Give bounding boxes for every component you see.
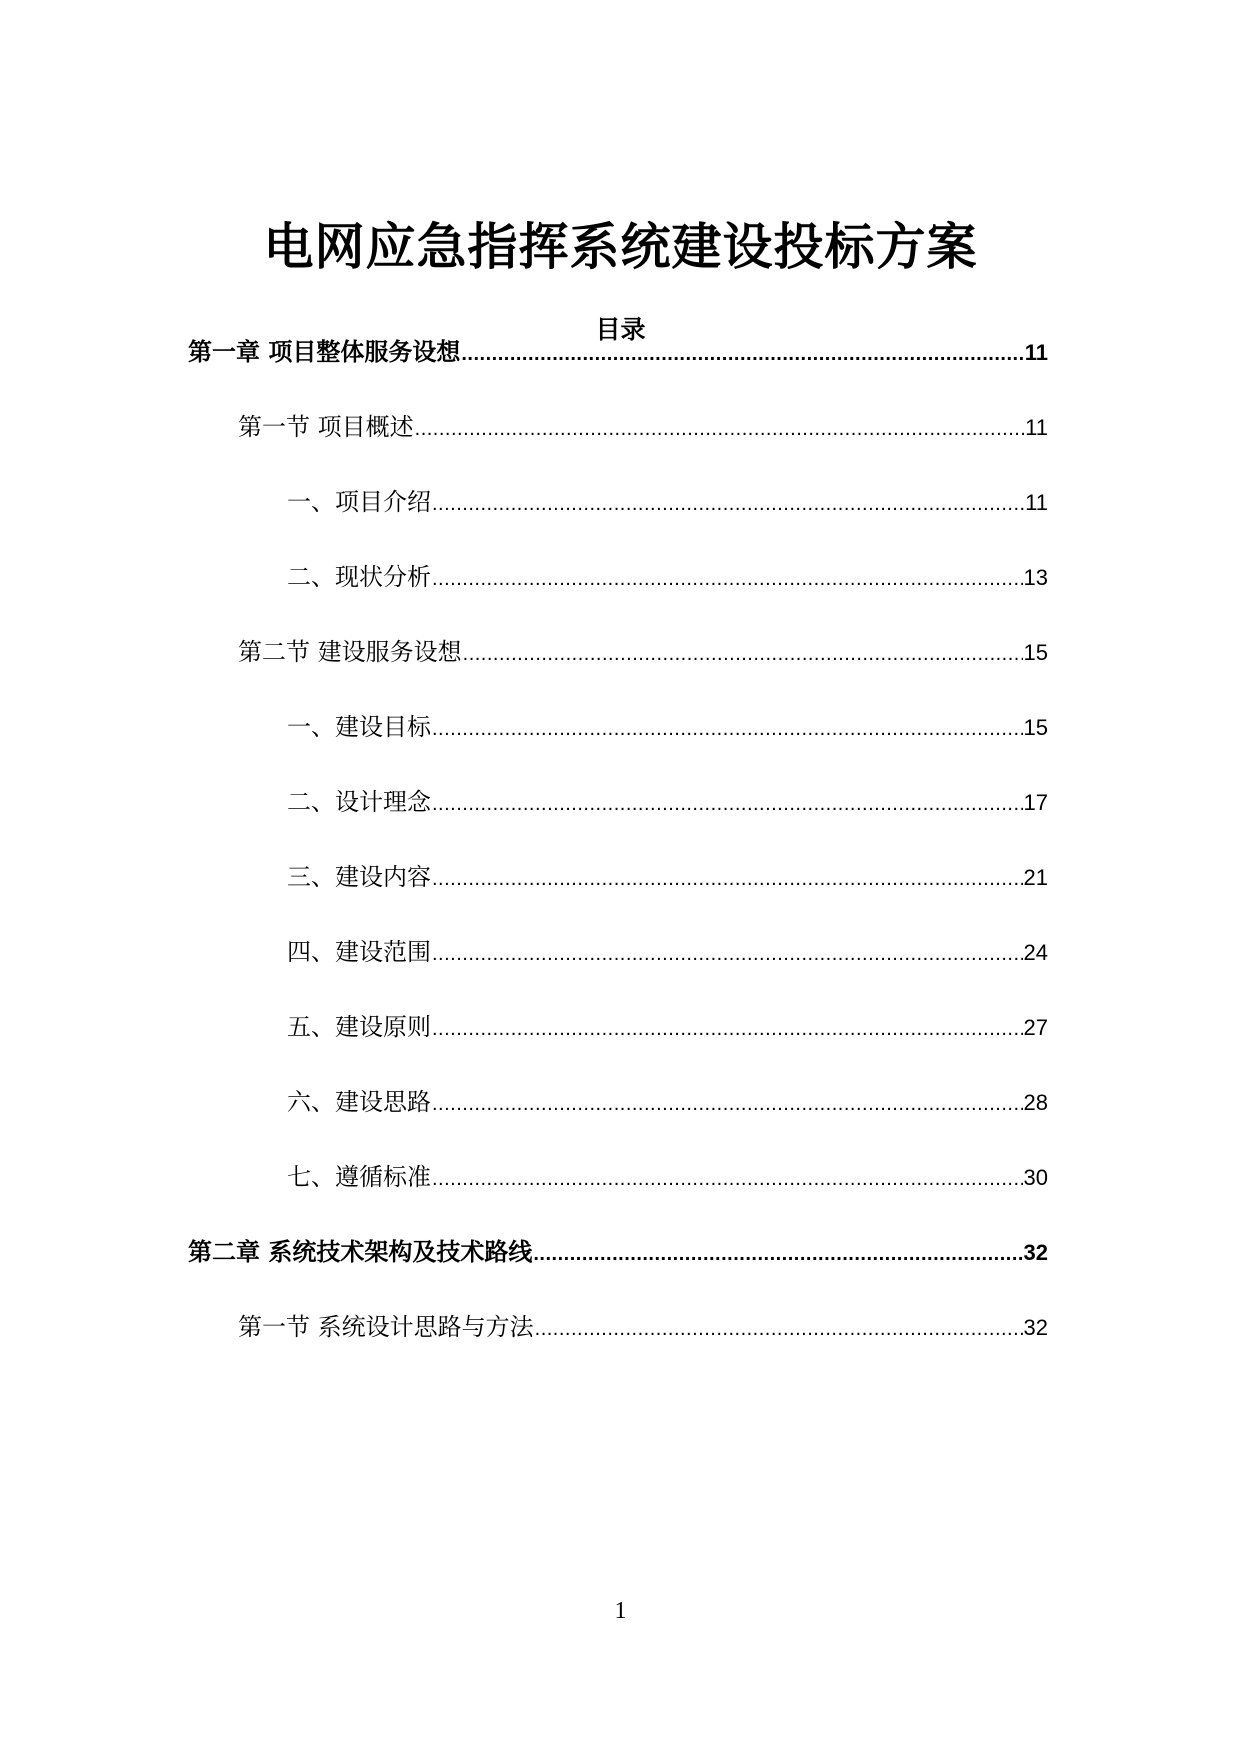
- toc-entry-subsection[interactable]: [287, 784, 1048, 820]
- toc-entry-subsection[interactable]: [287, 1159, 1048, 1195]
- toc-entry-chapter-2[interactable]: [188, 1234, 1048, 1270]
- toc-entry-label: 六、建设思路: [287, 1088, 431, 1116]
- toc-dot-leader: [432, 486, 1024, 522]
- toc-entry-page: 13: [1023, 565, 1048, 590]
- document-title: 电网应急指挥系统建设投标方案: [263, 217, 978, 276]
- toc-entry-section[interactable]: [238, 409, 1048, 445]
- toc-entry-page: 21: [1023, 865, 1048, 890]
- toc-dot-leader: [535, 1311, 1023, 1347]
- toc-entry-section[interactable]: [238, 1309, 1048, 1345]
- toc-entry-page: 32: [1023, 1315, 1048, 1340]
- toc-entry-label: 三、建设内容: [287, 863, 431, 891]
- toc-entry-page: 27: [1023, 1015, 1048, 1040]
- toc-dot-leader: [432, 1161, 1023, 1197]
- toc-dot-leader: [432, 1011, 1023, 1047]
- toc-entry-label: 七、遵循标准: [287, 1163, 431, 1191]
- toc-dot-leader: [432, 861, 1023, 897]
- toc-entry-section[interactable]: [238, 634, 1048, 670]
- toc-entry-label: 五、建设原则: [287, 1013, 431, 1041]
- toc-entry-subsection[interactable]: [287, 484, 1048, 520]
- toc-heading: 目录: [595, 315, 646, 344]
- toc-dot-leader: [461, 336, 1023, 372]
- toc-entry-label: 二、现状分析: [287, 563, 431, 591]
- toc-entry-subsection[interactable]: [287, 709, 1048, 745]
- toc-entry-page: 11: [1025, 490, 1048, 515]
- toc-entry-page: 11: [1024, 340, 1048, 365]
- toc-dot-leader: [432, 561, 1023, 597]
- toc-entry-label: 第一节 项目概述: [238, 413, 414, 441]
- toc-dot-leader: [533, 1236, 1022, 1272]
- toc-dot-leader: [415, 411, 1025, 447]
- toc-entry-label: 第二节 建设服务设想: [238, 638, 462, 666]
- toc-entry-label: 第一节 系统设计思路与方法: [238, 1313, 534, 1341]
- toc-dot-leader: [432, 1086, 1023, 1122]
- toc-entry-label: 第一章 项目整体服务设想: [188, 338, 461, 366]
- toc-entry-chapter-1[interactable]: [188, 334, 1048, 370]
- toc-entry-page: 15: [1023, 715, 1048, 740]
- toc-entry-subsection[interactable]: [287, 1009, 1048, 1045]
- toc-entry-subsection[interactable]: [287, 559, 1048, 595]
- toc-entry-page: 17: [1023, 790, 1048, 815]
- toc-entry-page: 11: [1025, 415, 1048, 440]
- toc-entry-page: 15: [1023, 640, 1048, 665]
- toc-entry-subsection[interactable]: [287, 859, 1048, 895]
- toc-dot-leader: [432, 786, 1023, 822]
- toc-entry-page: 28: [1023, 1090, 1048, 1115]
- toc-entry-label: 一、项目介绍: [287, 488, 431, 516]
- toc-entry-label: 一、建设目标: [287, 713, 431, 741]
- toc-dot-leader: [463, 636, 1023, 672]
- toc-dot-leader: [432, 936, 1023, 972]
- toc-entry-subsection[interactable]: [287, 934, 1048, 970]
- page-number: 1: [614, 1598, 627, 1624]
- toc-entry-page: 30: [1023, 1165, 1048, 1190]
- toc-entry-page: 32: [1023, 1240, 1048, 1265]
- toc-entry-page: 24: [1023, 940, 1048, 965]
- toc-entry-label: 二、设计理念: [287, 788, 431, 816]
- toc-entry-label: 第二章 系统技术架构及技术路线: [188, 1238, 533, 1266]
- toc-dot-leader: [432, 711, 1023, 747]
- toc-entry-label: 四、建设范围: [287, 938, 431, 966]
- toc-entry-subsection[interactable]: [287, 1084, 1048, 1120]
